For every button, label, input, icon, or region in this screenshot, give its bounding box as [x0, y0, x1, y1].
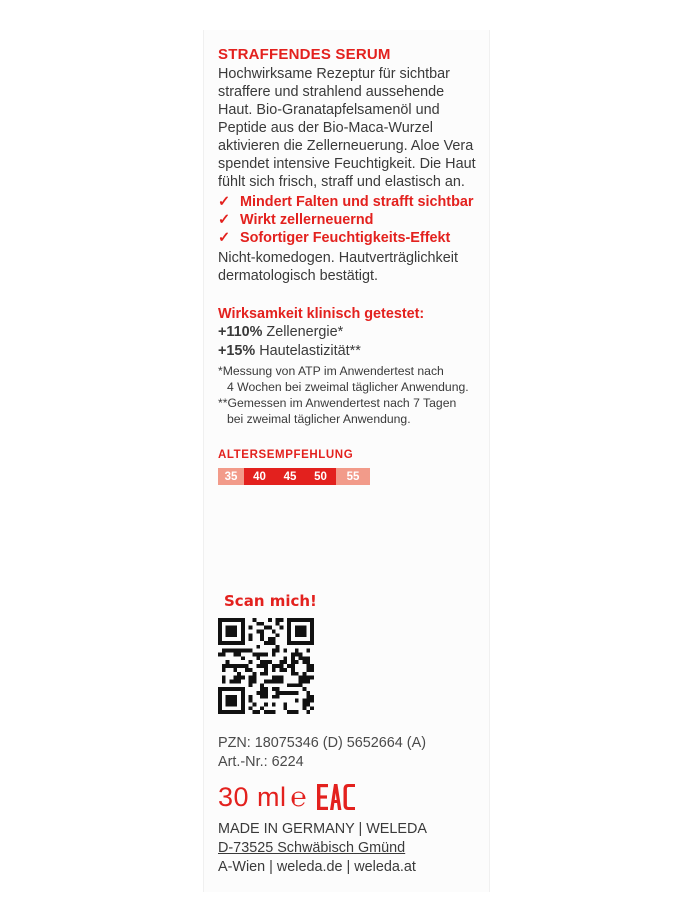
eac-logo-icon	[317, 784, 355, 810]
age-scale	[218, 468, 370, 485]
age-55: 55	[336, 468, 370, 485]
age-35: 35	[218, 468, 244, 485]
manufacturer-line-1: MADE IN GERMANY | WELEDA	[218, 821, 427, 837]
product-description: Hochwirksame Rezeptur für sichtbar straffere und strahlend aussehende Haut. Bio-Granatapfelsamenöl und Peptide aus der Bio-Maca-Wurzel aktivieren die Zellerneuerung. Aloe Vera spendet intensive Feuchtigkeit. Die Haut fühlt sich frisch, straff und elastisch an.	[218, 66, 476, 190]
label-content	[218, 46, 480, 485]
check-icon: ✓	[218, 194, 231, 210]
footnote-1-line-1: *Messung von ATP im Anwendertest nach	[218, 364, 444, 378]
product-title: STRAFFENDES SERUM	[218, 46, 391, 63]
age-50: 50	[305, 468, 336, 485]
manufacturer-websites: A-Wien | weleda.de | weleda.at	[218, 859, 416, 875]
footnotes	[218, 363, 480, 427]
stat-value: +110%	[218, 324, 263, 340]
check-icon: ✓	[218, 212, 231, 228]
stat-value: +15%	[218, 343, 256, 359]
benefit-text: Mindert Falten und strafft sichtbar	[240, 194, 474, 210]
scan-me-label: Scan mich!	[224, 592, 317, 610]
volume-row	[218, 782, 355, 812]
benefit-item	[218, 211, 480, 229]
age-recommendation-title: ALTERSEMPFEHLUNG	[218, 449, 354, 461]
clinical-title: Wirksamkeit klinisch getestet:	[218, 306, 425, 322]
stat-label: Hautelastizität**	[259, 343, 361, 359]
qr-code[interactable]	[218, 618, 314, 714]
age-40: 40	[244, 468, 275, 485]
benefit-text: Sofortiger Feuchtigkeits-Effekt	[240, 230, 451, 246]
stat-label: Zellenergie*	[266, 324, 344, 340]
age-45: 45	[275, 468, 305, 485]
manufacturer-info	[218, 820, 427, 877]
clinical-stat	[218, 323, 480, 342]
footnote-1-line-2: 4 Wochen bei zweimal täglicher Anwendung.	[227, 380, 469, 394]
benefit-list	[218, 193, 480, 247]
check-icon: ✓	[218, 230, 231, 246]
volume-amount: 30 ml	[218, 781, 287, 812]
benefit-item	[218, 193, 480, 211]
manufacturer-address: D-73525 Schwäbisch Gmünd	[218, 840, 406, 856]
clinical-stat	[218, 342, 480, 361]
footnote-2-line-1: **Gemessen im Anwendertest nach 7 Tagen	[218, 396, 457, 410]
article-number: Art.-Nr.: 6224	[218, 754, 304, 770]
pzn-code: PZN: 18075346 (D) 5652664 (A)	[218, 735, 426, 751]
footnote-2-line-2: bei zweimal täglicher Anwendung.	[227, 412, 411, 426]
product-label-panel	[203, 30, 490, 892]
product-codes	[218, 734, 426, 772]
benefit-text: Wirkt zellerneuernd	[240, 212, 374, 228]
tolerance-note: Nicht-komedogen. Hautverträglichkeit dermatologisch bestätigt.	[218, 250, 458, 284]
estimated-sign-icon: ℮	[290, 781, 307, 812]
benefit-item	[218, 229, 480, 247]
